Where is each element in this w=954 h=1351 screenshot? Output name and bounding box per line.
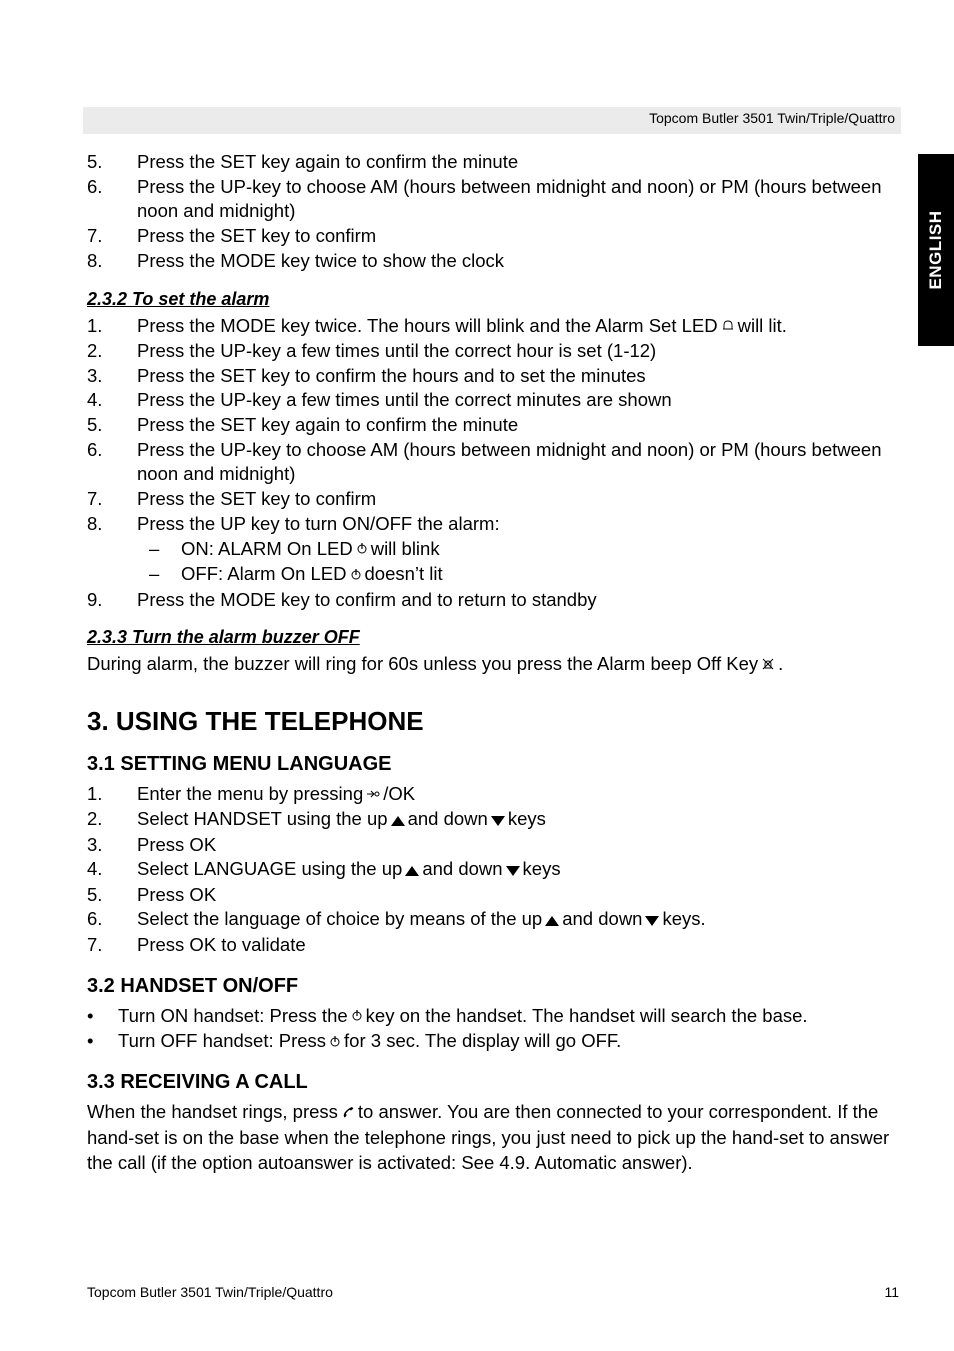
power-icon [350, 563, 362, 588]
buzzer-heading: 2.3.3 Turn the alarm buzzer OFF [87, 627, 360, 648]
list-item: 1. Press the MODE key twice. The hours will blink and the Alarm Set LED will lit. [87, 314, 902, 339]
header-bar [83, 107, 901, 134]
list-item: 4. Select LANGUAGE using the up and down keys [87, 857, 902, 882]
alarm-steps-list [87, 314, 902, 613]
down-arrow-icon [506, 858, 520, 883]
list-item: 8. Press the MODE key twice to show the clock [87, 249, 505, 271]
bullet-item: • Turn OFF handset: Press for 3 sec. The display will go OFF. [87, 1029, 902, 1054]
onoff-bullets [87, 1004, 902, 1055]
list-item: 8. Press the UP key to turn ON/OFF the alarm: [87, 512, 500, 534]
side-tab-label: ENGLISH [926, 210, 945, 290]
buzzer-paragraph: During alarm, the buzzer will ring for 60s unless you press the Alarm beep Off Key . [87, 652, 902, 677]
bell-icon [721, 314, 735, 339]
clock-steps-list [87, 150, 902, 274]
header-title: Topcom Butler 3501 Twin/Triple/Quattro [649, 110, 895, 126]
up-arrow-icon [545, 908, 559, 933]
list-item: 6. Press the UP-key to choose AM (hours between midnight and noon) or PM (hours between noon and midnight) [87, 175, 882, 222]
section-title: 3. USING THE TELEPHONE [87, 705, 424, 736]
page-number: 11 [884, 1284, 899, 1300]
list-item: 6. Press the UP-key to choose AM (hours between midnight and noon) or PM (hours between noon and midnight) [87, 438, 882, 485]
list-item: 3. Press OK [87, 833, 217, 855]
power-icon [356, 537, 368, 562]
page-content [87, 150, 902, 1175]
list-item: 2. Press the UP-key a few times until the correct hour is set (1-12) [87, 339, 657, 361]
bullet-item: • Turn ON handset: Press the key on the handset. The handset will search the base. [87, 1004, 902, 1029]
list-item: 7. Press the SET key to confirm [87, 488, 377, 510]
list-item: 1. Enter the menu by pressing /OK [87, 782, 902, 807]
list-item: 7. Press the SET key to confirm [87, 225, 377, 247]
power-icon [351, 1004, 363, 1029]
receive-heading: 3.3 RECEIVING A CALL [87, 1071, 308, 1094]
list-item: 5. Press the SET key again to confirm the minute [87, 414, 519, 436]
footer-title: Topcom Butler 3501 Twin/Triple/Quattro [87, 1284, 333, 1300]
power-icon [329, 1030, 341, 1055]
down-arrow-icon [645, 908, 659, 933]
list-item: 5. Press OK [87, 883, 217, 905]
language-heading: 3.1 SETTING MENU LANGUAGE [87, 752, 392, 775]
onoff-heading: 3.2 HANDSET ON/OFF [87, 974, 299, 997]
list-item: 2. Select HANDSET using the up and down keys [87, 807, 902, 832]
receive-paragraph: When the handset rings, press to answer. You are then connected to your correspondent. If the hand-set is on the base when the telephone rings, you just need to pick up the hand-set to answer the call (if the option autoanswer is activated: See 4.9. Automatic answer). [87, 1101, 890, 1173]
sub-list-item: – OFF: Alarm On LED doesn’t lit [87, 562, 902, 587]
list-item: 5. Press the SET key again to confirm the minute [87, 151, 519, 172]
list-item: 6. Select the language of choice by means of the up and down keys. [87, 907, 902, 932]
language-side-tab [918, 154, 954, 346]
alarm-heading: 2.3.2 To set the alarm [87, 288, 270, 309]
up-arrow-icon [405, 858, 419, 883]
up-arrow-icon [391, 808, 405, 833]
list-item: 3. Press the SET key to confirm the hours and to set the minutes [87, 364, 646, 386]
alarm-off-icon [761, 653, 775, 678]
language-steps-list [87, 782, 902, 958]
down-arrow-icon [491, 808, 505, 833]
list-item: 4. Press the UP-key a few times until the correct minutes are shown [87, 389, 672, 411]
menu-icon [366, 782, 380, 807]
list-item: 9. Press the MODE key to confirm and to return to standby [87, 588, 597, 610]
list-item: 7. Press OK to validate [87, 933, 306, 955]
sub-list-item: – ON: ALARM On LED will blink [87, 537, 902, 562]
phone-handset-icon [341, 1101, 355, 1126]
